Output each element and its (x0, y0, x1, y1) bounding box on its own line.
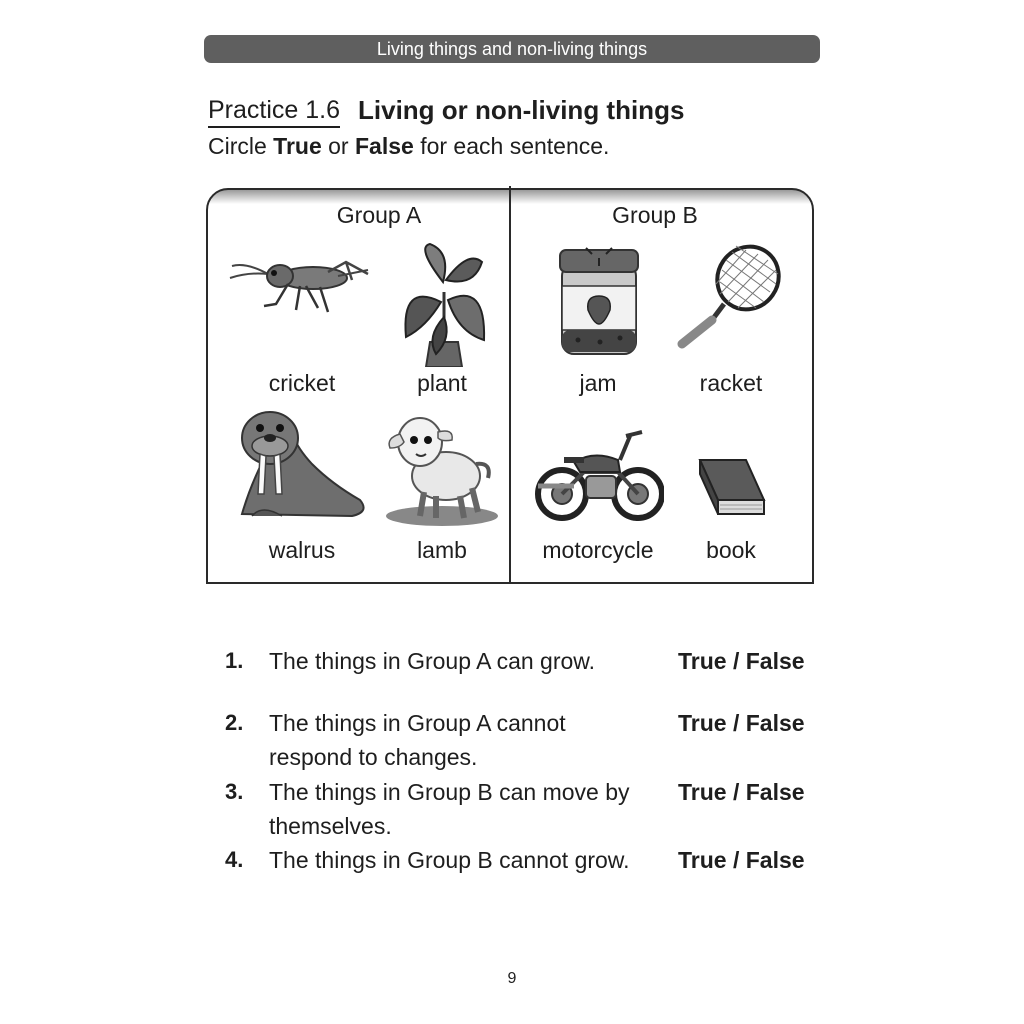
racket-icon (676, 242, 784, 350)
section-title: Living things and non-living things (376, 39, 648, 59)
instruction-false: False (354, 133, 414, 159)
question-text: The things in Group A cannot respond to changes. (269, 710, 566, 770)
plant-icon (396, 242, 492, 367)
instruction-text: Circle (208, 133, 274, 159)
book-icon (694, 458, 766, 520)
section-header-bar (204, 35, 820, 63)
item-label-racket: racket (699, 370, 763, 396)
true-false-choice[interactable]: True / False (678, 779, 805, 805)
item-label-walrus: walrus (268, 537, 336, 563)
instruction-true: True (273, 133, 322, 159)
true-false-choice[interactable]: True / False (678, 847, 805, 873)
item-label-book: book (706, 537, 756, 563)
question-number: 3. (225, 779, 244, 804)
cricket-icon (228, 252, 373, 318)
practice-title: Living or non-living things (358, 95, 685, 125)
instruction-text: for each sentence. (413, 133, 610, 159)
item-label-plant: plant (417, 370, 467, 396)
true-false-choice[interactable]: True / False (678, 710, 805, 736)
group-a-title: Group A (336, 202, 422, 228)
instruction-text: or (321, 133, 355, 159)
page-number: 9 (507, 970, 517, 987)
question-number: 4. (225, 847, 244, 872)
question-number: 1. (225, 648, 244, 673)
lamb-icon (384, 404, 500, 526)
question-text: The things in Group B can move by themselves. (269, 779, 630, 839)
item-label-motorcycle: motorcycle (542, 537, 654, 563)
question-text: The things in Group B cannot grow. (269, 847, 630, 873)
item-label-lamb: lamb (417, 537, 467, 563)
walrus-icon (232, 404, 372, 526)
question-text: The things in Group A can grow. (269, 648, 596, 674)
item-label-cricket: cricket (268, 370, 336, 396)
item-label-jam: jam (579, 370, 617, 396)
instructions (208, 133, 609, 160)
group-b-title: Group B (612, 202, 698, 228)
jam-jar-icon (556, 246, 642, 358)
motorcycle-icon (534, 424, 664, 522)
true-false-choice[interactable]: True / False (678, 648, 805, 674)
question-number: 2. (225, 710, 244, 735)
practice-number: Practice 1.6 (208, 96, 340, 128)
